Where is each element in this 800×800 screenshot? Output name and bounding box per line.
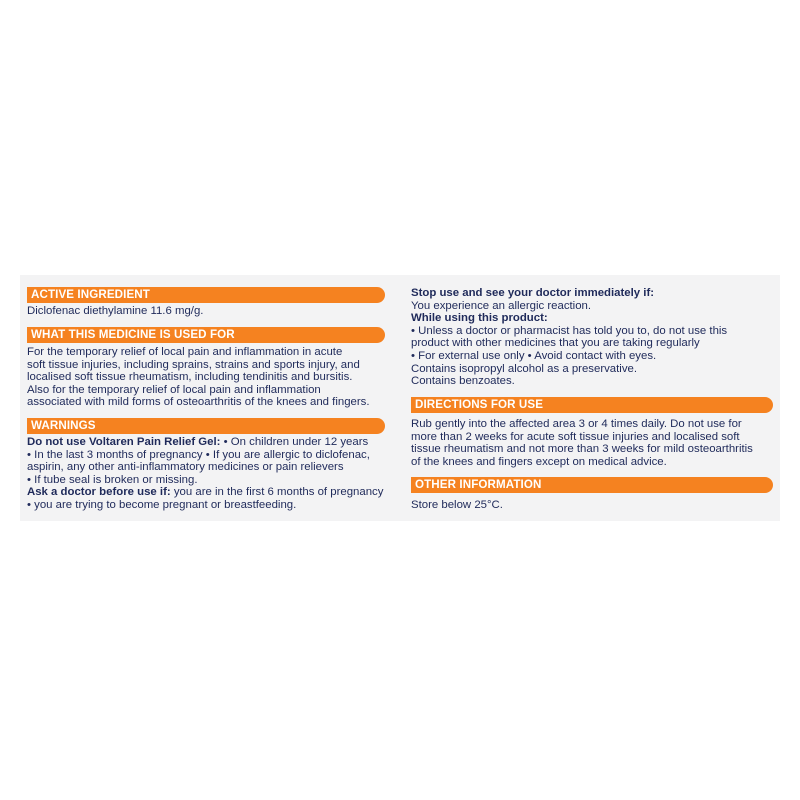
active-ingredient-text: Diclofenac diethylamine 11.6 mg/g. (27, 305, 204, 317)
active-ingredient-heading: ACTIVE INGREDIENT (27, 287, 385, 303)
warnings-text: Do not use Voltaren Pain Relief Gel: • On children under 12 years • In the last 3 months of pregnancy • If you are allergic to diclofenac, aspirin, any other anti-inflammatory medicines or pain relievers • If tube seal is broken or missing. Ask a doctor before use if: you are in the first 6 months of pregnancy • you are trying to become pregnant or breastfeeding. (27, 436, 384, 511)
stop-use-text: Stop use and see your doctor immediately if: You experience an allergic reaction. While using this product: • Unless a doctor or pharmacist has told you to, do not use this product with other medicines that you are taking regularly • For external use only • Avoid contact with eyes. Contains isopropyl alcohol as a preservative. Contains benzoates. (411, 287, 728, 388)
used-for-text: For the temporary relief of local pain and inflammation in acute soft tissue injuries, including sprains, strains and sports injury, and localised soft tissue rheumatism, including tendinitis and bursitis. Also for the temporary relief of local pain and inflammation associated with mild forms of osteoarthritis of the knees and fingers. (27, 346, 370, 409)
while-using-label: While using this product: (411, 312, 548, 325)
directions-heading: DIRECTIONS FOR USE (411, 397, 773, 413)
used-for-heading: WHAT THIS MEDICINE IS USED FOR (27, 327, 385, 343)
do-not-use-label: Do not use Voltaren Pain Relief Gel: (27, 436, 221, 448)
directions-text: Rub gently into the affected area 3 or 4 times daily. Do not use for more than 2 weeks for acute soft tissue injuries and localised soft tissue rheumatism and not more than 3 weeks for mild osteoarthritis of the knees and fingers except on medical advice. (411, 418, 753, 468)
warnings-heading: WARNINGS (27, 418, 385, 434)
ask-doctor-label: Ask a doctor before use if: (27, 486, 171, 499)
product-info-panel (20, 275, 780, 521)
stop-use-label: Stop use and see your doctor immediately if: (411, 287, 655, 299)
other-info-text: Store below 25°C. (411, 499, 503, 511)
other-info-heading: OTHER INFORMATION (411, 477, 773, 493)
